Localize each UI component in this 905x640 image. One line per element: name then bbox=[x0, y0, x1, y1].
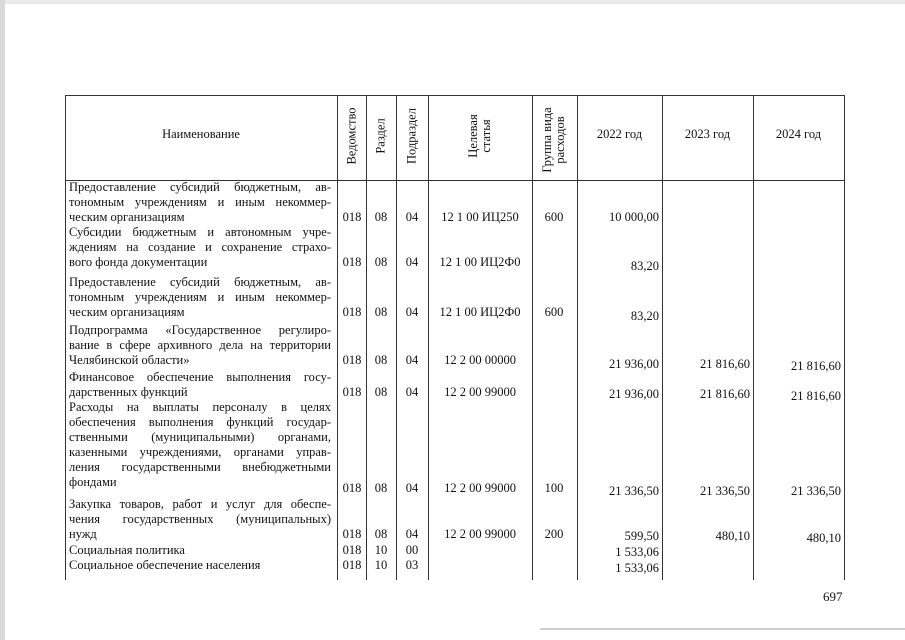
cell-target: 12 2 00 99000 bbox=[444, 481, 516, 495]
header-subsection: Подраздел bbox=[404, 108, 419, 164]
cell-dept: 018 bbox=[342, 255, 362, 269]
cell-2022: 83,20 bbox=[630, 259, 659, 273]
cell-dept: 018 bbox=[342, 210, 362, 224]
cell-2023: 480,10 bbox=[715, 529, 750, 543]
cell-2024: 21 816,60 bbox=[791, 389, 841, 403]
cell-2023: 21 816,60 bbox=[700, 387, 750, 401]
header-target: Целевая статья bbox=[466, 114, 493, 158]
cell-group: 600 bbox=[544, 305, 564, 319]
cell-subsection: 04 bbox=[405, 353, 419, 367]
scan-edge-bottom bbox=[540, 628, 905, 630]
row-name: Закупка товаров, работ и услуг для обеспе- чения государственных (муниципальных) нужд bbox=[69, 497, 331, 541]
cell-target: 12 2 00 99000 bbox=[444, 385, 516, 399]
cell-subsection: 03 bbox=[405, 558, 419, 572]
header-name: Наименование bbox=[162, 127, 240, 141]
col-border bbox=[844, 95, 845, 580]
cell-section: 08 bbox=[374, 305, 388, 319]
col-border bbox=[662, 95, 663, 580]
cell-dept: 018 bbox=[342, 305, 362, 319]
cell-2022: 1 533,06 bbox=[615, 561, 659, 575]
header-2023: 2023 год bbox=[684, 127, 731, 141]
header-2024: 2024 год bbox=[775, 127, 822, 141]
row-name: Социальное обеспечение населения bbox=[69, 558, 261, 572]
col-border bbox=[396, 95, 397, 580]
row-name: Субсидии бюджетным и автономным учре- ждениям на создание и сохранение страхо- вого фонда документации bbox=[69, 225, 331, 269]
cell-section: 08 bbox=[374, 210, 388, 224]
cell-group: 600 bbox=[544, 210, 564, 224]
header-2022: 2022 год bbox=[596, 127, 643, 141]
cell-dept: 018 bbox=[342, 558, 362, 572]
cell-target: 12 1 00 ИЦ250 bbox=[441, 210, 519, 224]
cell-subsection: 04 bbox=[405, 481, 419, 495]
cell-target: 12 2 00 00000 bbox=[444, 353, 516, 367]
table-top-border bbox=[65, 95, 844, 96]
cell-subsection: 00 bbox=[405, 543, 419, 557]
cell-section: 10 bbox=[374, 558, 388, 572]
cell-target: 12 2 00 99000 bbox=[444, 527, 516, 541]
cell-2024: 21 816,60 bbox=[791, 359, 841, 373]
col-border bbox=[532, 95, 533, 580]
row-name: Социальная политика bbox=[69, 543, 185, 557]
cell-2023: 21 816,60 bbox=[700, 357, 750, 371]
cell-2022: 599,50 bbox=[624, 529, 659, 543]
col-border bbox=[753, 95, 754, 580]
cell-2024: 21 336,50 bbox=[791, 484, 841, 498]
cell-subsection: 04 bbox=[405, 385, 419, 399]
cell-section: 08 bbox=[374, 527, 388, 541]
cell-2023: 21 336,50 bbox=[700, 484, 750, 498]
cell-group: 200 bbox=[544, 527, 564, 541]
cell-section: 08 bbox=[374, 385, 388, 399]
cell-dept: 018 bbox=[342, 385, 362, 399]
cell-section: 08 bbox=[374, 481, 388, 495]
cell-2022: 1 533,06 bbox=[615, 545, 659, 559]
cell-subsection: 04 bbox=[405, 255, 419, 269]
cell-dept: 018 bbox=[342, 353, 362, 367]
col-border bbox=[366, 95, 367, 580]
cell-section: 10 bbox=[374, 543, 388, 557]
header-group: Группа вида расходов bbox=[540, 107, 567, 173]
row-name: Предоставление субсидий бюджетным, ав- тономным учреждениям и иным некоммер- ческим организациям bbox=[69, 275, 331, 319]
header-dept: Ведомство bbox=[344, 107, 359, 165]
cell-dept: 018 bbox=[342, 543, 362, 557]
col-border bbox=[65, 95, 66, 580]
scan-edge-top bbox=[0, 0, 905, 4]
cell-target: 12 1 00 ИЦ2Ф0 bbox=[439, 305, 521, 319]
cell-section: 08 bbox=[374, 255, 388, 269]
cell-subsection: 04 bbox=[405, 527, 419, 541]
col-border bbox=[428, 95, 429, 580]
cell-subsection: 04 bbox=[405, 305, 419, 319]
cell-dept: 018 bbox=[342, 481, 362, 495]
cell-target: 12 1 00 ИЦ2Ф0 bbox=[439, 255, 521, 269]
col-border bbox=[577, 95, 578, 580]
header-section: Раздел bbox=[373, 118, 388, 154]
cell-2022: 83,20 bbox=[630, 309, 659, 323]
cell-section: 08 bbox=[374, 353, 388, 367]
cell-subsection: 04 bbox=[405, 210, 419, 224]
cell-2022: 21 336,50 bbox=[609, 484, 659, 498]
page-number: 697 bbox=[823, 589, 843, 604]
cell-2022: 21 936,00 bbox=[609, 357, 659, 371]
row-name: Предоставление субсидий бюджетным, ав- тономным учреждениям и иным некоммер- ческим организациям bbox=[69, 180, 331, 224]
cell-2024: 480,10 bbox=[806, 531, 841, 545]
scan-edge-left bbox=[0, 0, 5, 640]
cell-2022: 21 936,00 bbox=[609, 387, 659, 401]
row-name: Расходы на выплаты персоналу в целях обеспечения выполнения функций государ- ственными (муниципальными) органами, казенными учреждениями, органами управ- ления государственными внебюджетными фондами bbox=[69, 400, 331, 489]
cell-dept: 018 bbox=[342, 527, 362, 541]
row-name: Подпрограмма «Государственное регулиро- вание в сфере архивного дела на территории Челябинской области» bbox=[69, 323, 331, 367]
cell-2022: 10 000,00 bbox=[609, 210, 659, 224]
col-border bbox=[337, 95, 338, 580]
row-name: Финансовое обеспечение выполнения госу- дарственных функций bbox=[69, 370, 331, 399]
cell-group: 100 bbox=[544, 481, 564, 495]
